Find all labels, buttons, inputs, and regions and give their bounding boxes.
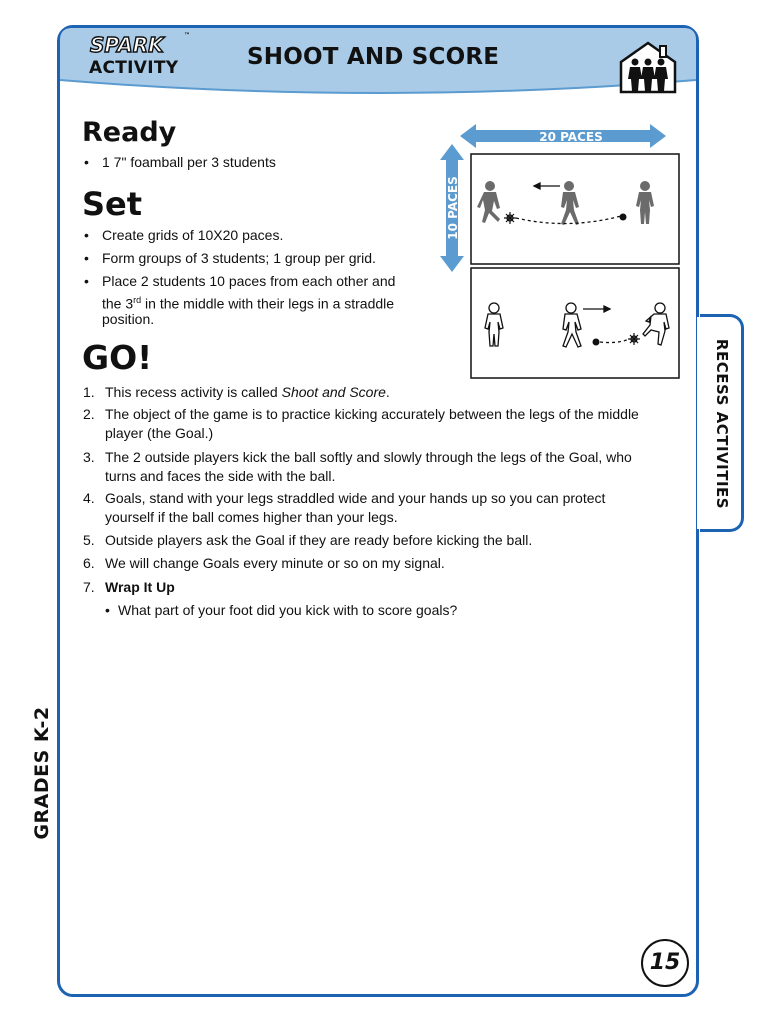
trademark: ™ [184, 32, 190, 39]
side-tab-label: RECESS ACTIVITIES [713, 338, 731, 510]
width-label: 20 PACES [539, 130, 603, 144]
page-number: 15 [641, 939, 689, 987]
page-title: SHOOT AND SCORE [247, 44, 500, 70]
house-family-icon [617, 40, 679, 96]
activity-label: ACTIVITY [89, 58, 179, 78]
grade-level-label: GRADES K-2 [31, 706, 53, 840]
go-heading: GO! [82, 338, 153, 377]
set-heading: Set [82, 185, 143, 223]
spark-logo: SPARK [90, 33, 164, 57]
height-label: 10 PACES [446, 176, 460, 240]
field-diagram [438, 120, 686, 384]
ready-heading: Ready [82, 117, 177, 148]
